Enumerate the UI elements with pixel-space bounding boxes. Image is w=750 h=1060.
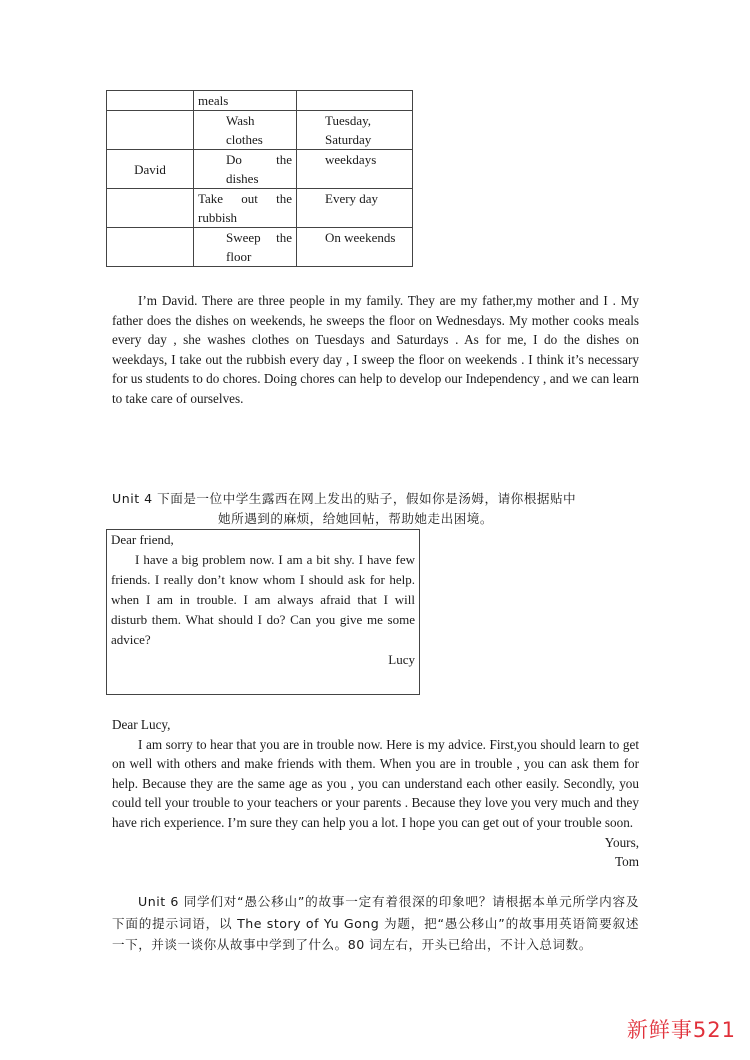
table-row (107, 228, 413, 267)
tom-reply-signature: Tom (615, 854, 639, 870)
david-paragraph-text: I’m David. There are three people in my family. They are my father,my mother and I . My father does the dishes on weekends, he sweeps the floor on Wednesdays. My mother cooks meals every day , she washes clothes on Tuesdays and Saturdays . As for me, I do the dishes on weekdays, I take out the rubbish every day , I sweep the floor on weekends . I think it’s necessary for us students to do chores. Doing chores can help to develop our Independency , and we can learn to take care of ourselves. (112, 293, 639, 406)
unit4-heading (112, 489, 576, 529)
task-text: Do the dishes (226, 152, 292, 186)
table-cell-task (194, 150, 297, 189)
lucy-letter-box (106, 529, 420, 695)
table-cell-when (297, 91, 413, 111)
tom-reply-closing: Yours, (604, 834, 639, 850)
when-text: On weekends (325, 230, 396, 245)
table-row (107, 111, 413, 150)
table-cell-when (297, 111, 413, 150)
tom-reply (112, 715, 639, 872)
table-cell-name: David (107, 150, 194, 189)
table-row (107, 189, 413, 228)
table-cell-task (194, 228, 297, 267)
table-cell-task: meals (194, 91, 297, 111)
unit4-heading-line1: Unit 4 下面是一位中学生露西在网上发出的贴子，假如你是汤姆，请你根据贴中 (112, 491, 577, 506)
unit6-prompt (112, 891, 639, 956)
table-cell-name (107, 189, 194, 228)
chores-table (106, 90, 413, 267)
table-cell-name (107, 111, 194, 150)
tom-reply-body: I am sorry to hear that you are in trouble now. Here is my advice. First,you should learn to get on well with others and make friends with them. When you are in trouble , you can ask them for help. Because they are the same age as you , you can understand each other easily. Secondly, you could tell your trouble to your teachers or your parents . Because they love you very much and they have rich experience. I’m sure they can help you a lot. I hope you can get out of your trouble soon. (112, 736, 639, 830)
unit4-heading-line2: 她所遇到的麻烦，给她回帖，帮助她走出困境。 (218, 511, 493, 526)
table-cell-when (297, 189, 413, 228)
table-cell-task: Take out the rubbish (194, 189, 297, 228)
task-text: Sweep the floor (226, 230, 292, 264)
watermark-logo: 新鲜事521 (626, 1018, 736, 1042)
table-row (107, 150, 413, 189)
lucy-letter-signature: Lucy (388, 652, 415, 667)
david-paragraph (112, 291, 639, 409)
table-cell-name (107, 228, 194, 267)
lucy-letter-body: I have a big problem now. I am a bit shy. I have few friends. I really don’t know whom I should ask for help. when I am in trouble. I am always afraid that I will disturb them. What should I do? Can you give me some advice? (111, 552, 415, 647)
table-cell-name (107, 91, 194, 111)
when-text: Every day (325, 191, 379, 206)
tom-reply-greeting: Dear Lucy, (112, 717, 171, 732)
lucy-letter-greeting: Dear friend, (111, 532, 174, 547)
task-text: Wash clothes (226, 113, 263, 147)
unit6-prompt-text: Unit 6 同学们对“愚公移山”的故事一定有着很深的印象吧？请根据本单元所学内容及下面的提示词语，以 The story of Yu Gong 为题，把“愚公移山”的故事用英语简要叙述一下，并谈一谈你从故事中学到了什么。80 词左右，开头已给出，不计入总词数。 (112, 894, 639, 952)
table-cell-when (297, 228, 413, 267)
when-text: weekdays (325, 152, 377, 167)
table-cell-when (297, 150, 413, 189)
when-text: Tuesday, Saturday (325, 113, 372, 147)
table-cell-task (194, 111, 297, 150)
table-row (107, 91, 413, 111)
